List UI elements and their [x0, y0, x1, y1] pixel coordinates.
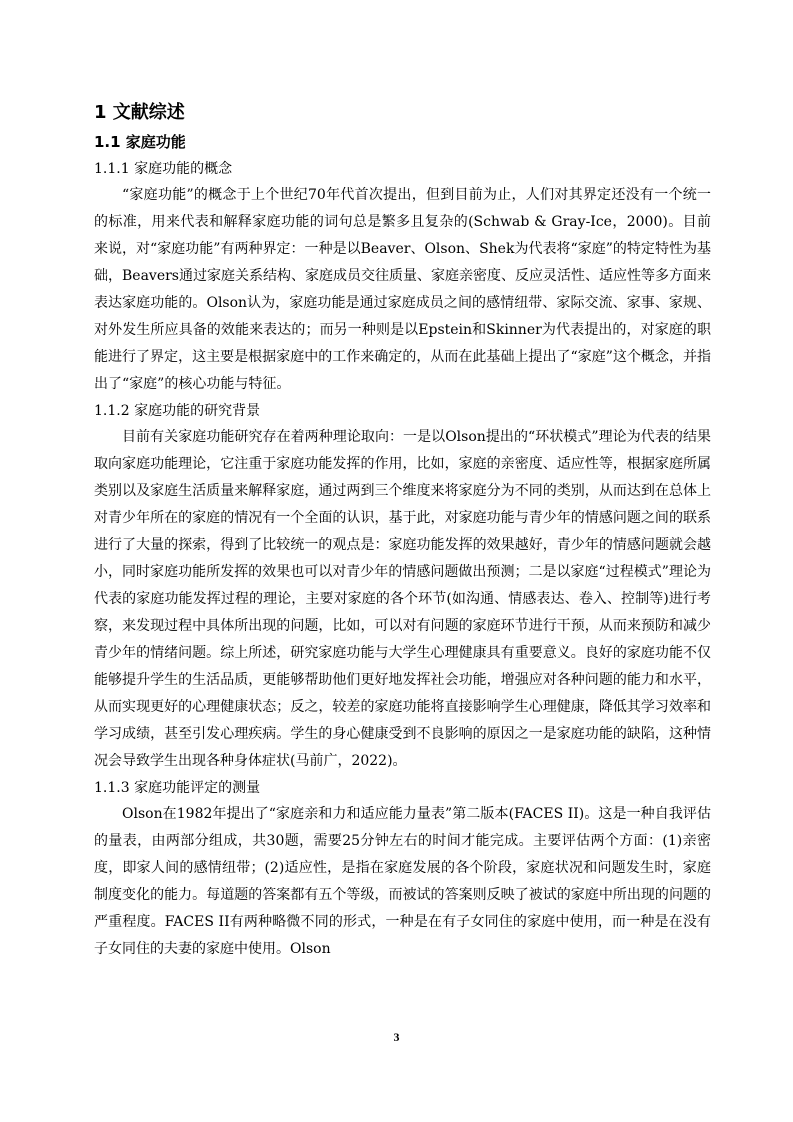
- page-content: [94, 100, 711, 963]
- chapter-heading: 1 文献综述: [94, 102, 185, 123]
- page-number: 3: [393, 1030, 400, 1044]
- paragraph-measurement: Olson在1982年提出了“家庭亲和力和适应能力量表”第二版本(FACES II)。这是一种自我评估的量表，由两部分组成，共30题，需要25分钟左右的时间才能完成。主要评估两个方面：(1)亲密度，即家人间的感情纽带；(2)适应性，是指在家庭发展的各个阶段，家庭状况和问题发生时，家庭制度变化的能力。每道题的答案都有五个等级，而被试的答案则反映了被试的家庭中所出现的问题的严重程度。FACES II有两种略微不同的形式，一种是在有子女同住的家庭中使用，而一种是在没有子女同住的夫妻的家庭中使用。Olson: [94, 806, 711, 957]
- paragraph-background: 目前有关家庭功能研究存在着两种理论取向：一是以Olson提出的“环状模式”理论为代表的结果取向家庭功能理论，它注重于家庭功能发挥的作用，比如，家庭的亲密度、适应性等，根据家庭所属类别以及家庭生活质量来解释家庭，通过两到三个维度来将家庭分为不同的类别，从而达到在总体上对青少年所在的家庭的情况有一个全面的认识，基于此，对家庭功能与青少年的情感问题之间的联系进行了大量的探索，得到了比较统一的观点是：家庭功能发挥的效果越好，青少年的情感问题就会越小，同时家庭功能所发挥的效果也可以对青少年的情感问题做出预测；二是以家庭“过程模式”理论为代表的家庭功能发挥过程的理论，主要对家庭的各个环节(如沟通、情感表达、卷入、控制等)进行考察，来发现过程中具体所出现的问题，比如，可以对有问题的家庭环节进行干预，从而来预防和减少青少年的情绪问题。综上所述，研究家庭功能与大学生心理健康具有重要意义。良好的家庭功能不仅能够提升学生的生活品质，更能够帮助他们更好地发挥社会功能，增强应对各种问题的能力和水平，从而实现更好的心理健康状态；反之，较差的家庭功能将直接影响学生心理健康，降低其学习效率和学习成绩，甚至引发心理疾病。学生的身心健康受到不良影响的原因之一是家庭功能的缺陷，这种情况会导致学生出现各种身体症状(马前广，2022)。: [94, 429, 711, 769]
- subsection-heading-background: 1.1.2 家庭功能的研究背景: [94, 403, 261, 419]
- paragraph-concept: “家庭功能”的概念于上个世纪70年代首次提出，但到目前为止，人们对其界定还没有一个统一的标准，用来代表和解释家庭功能的词句总是繁多且复杂的(Schwab & Gray-Ice，2000)。目前来说，对“家庭功能”有两种界定：一种是以Beaver、Olson、Shek为代表将“家庭”的特定特性为基础，Beavers通过家庭关系结构、家庭成员交往质量、家庭亲密度、反应灵活性、适应性等多方面来表达家庭功能的。Olson认为，家庭功能是通过家庭成员之间的感情纽带、家际交流、家事、家规、对外发生所应具备的效能来表达的；而另一种则是以Epstein和Skinner为代表提出的，对家庭的职能进行了界定，这主要是根据家庭中的工作来确定的，从而在此基础上提出了“家庭”这个概念，并指出了“家庭”的核心功能与特征。: [94, 187, 711, 392]
- subsection-heading-concept: 1.1.1 家庭功能的概念: [94, 161, 233, 177]
- section-heading: 1.1 家庭功能: [94, 133, 186, 151]
- subsection-heading-measurement: 1.1.3 家庭功能评定的测量: [94, 780, 261, 796]
